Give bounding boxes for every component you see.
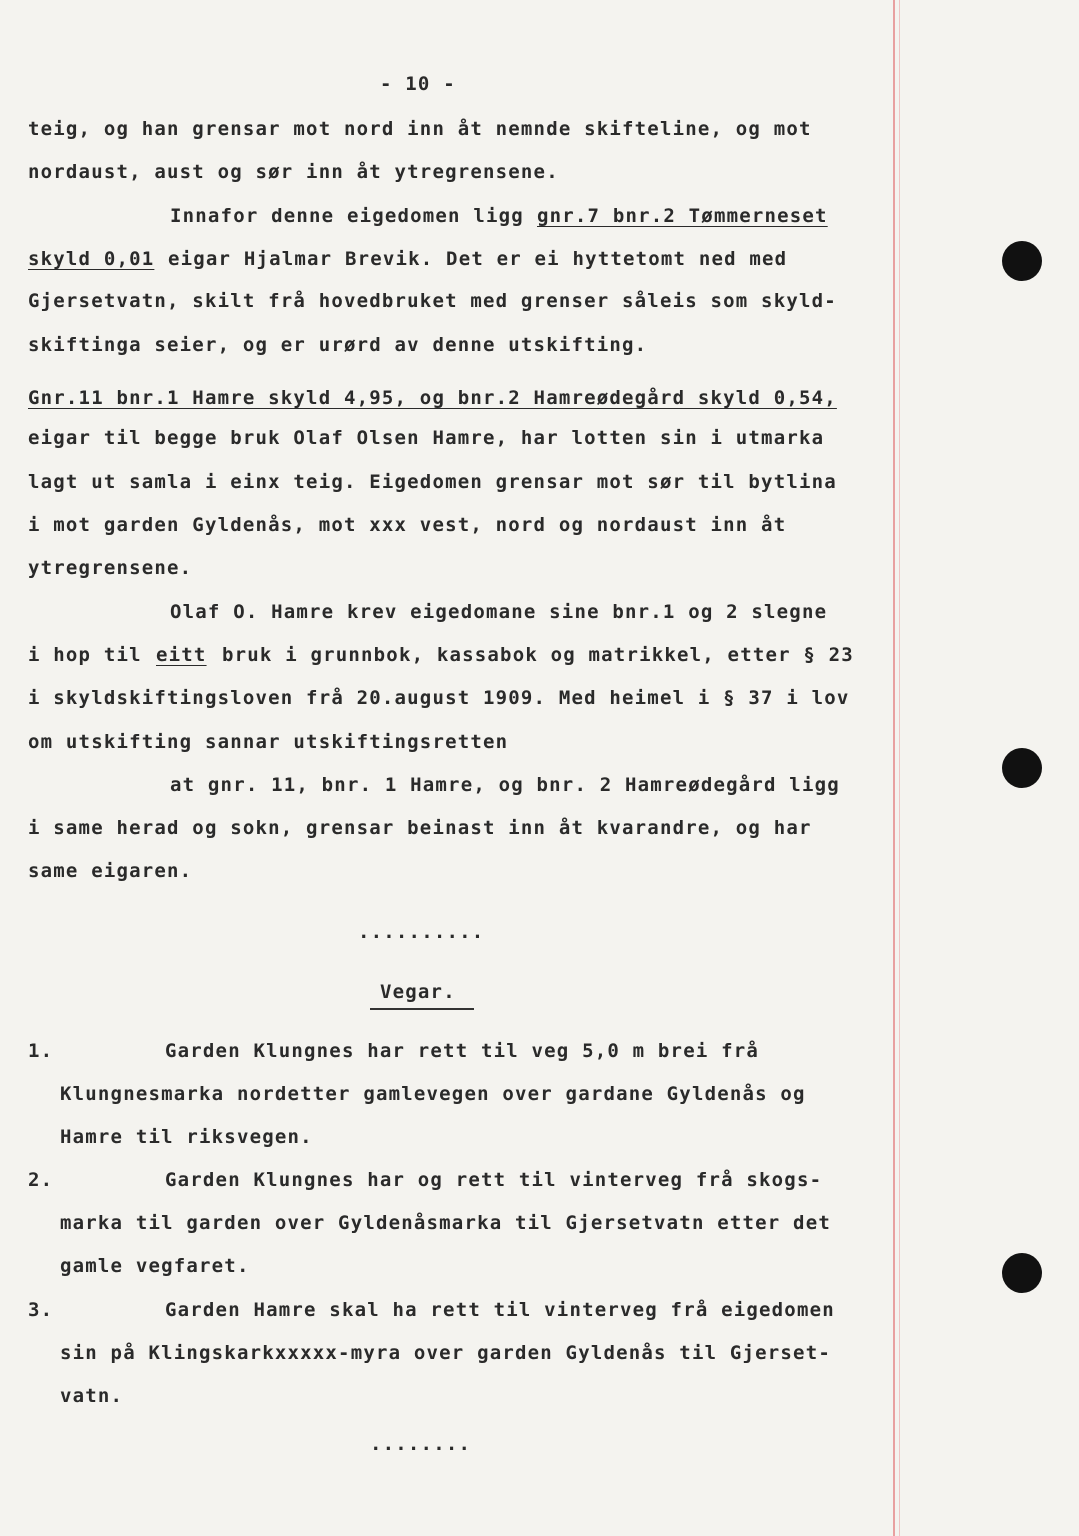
item-line: Garden Klungnes har og rett til vinterveg frå skogs-: [165, 1169, 823, 1191]
text-line: i mot garden Gyldenås, mot xxx vest, nord og nordaust inn åt: [28, 514, 787, 536]
punch-hole-icon: [1002, 748, 1042, 788]
punch-hole-icon: [1002, 241, 1042, 281]
property-heading: Gnr.11 bnr.1 Hamre skyld 4,95, og bnr.2 Hamreødegård skyld 0,54,: [28, 387, 837, 409]
margin-rule: [893, 0, 895, 1536]
item-number: 2.: [28, 1169, 54, 1191]
item-line: sin på Klingskarkxxxxx-myra over garden Gyldenås til Gjerset-: [60, 1342, 831, 1364]
text-line: i hop til: [28, 644, 142, 666]
page-number: - 10 -: [380, 73, 456, 95]
item-number: 3.: [28, 1299, 54, 1321]
item-line: Garden Klungnes har rett til veg 5,0 m brei frå: [165, 1040, 760, 1062]
text-line: om utskifting sannar utskiftingsretten: [28, 731, 509, 753]
punch-hole-icon: [1002, 1253, 1042, 1293]
text-line: same eigaren.: [28, 860, 193, 882]
text-line: bruk i grunnbok, kassabok og matrikkel, etter § 23: [222, 644, 854, 666]
text-line: Gjersetvatn, skilt frå hovedbruket med grenser såleis som skyld-: [28, 290, 837, 312]
section-title-underline: [370, 1008, 474, 1010]
text-line: skiftinga seier, og er urørd av denne utskifting.: [28, 334, 648, 356]
text-line: teig, og han grensar mot nord inn åt nemnde skifteline, og mot: [28, 118, 812, 140]
item-line: gamle vegfaret.: [60, 1255, 250, 1277]
item-line: Hamre til riksvegen.: [60, 1126, 313, 1148]
text-line: nordaust, aust og sør inn åt ytregrensene.: [28, 161, 559, 183]
text-line: eigar til begge bruk Olaf Olsen Hamre, har lotten sin i utmarka: [28, 427, 825, 449]
text-line: at gnr. 11, bnr. 1 Hamre, og bnr. 2 Hamreødegård ligg: [170, 774, 840, 796]
item-number: 1.: [28, 1040, 54, 1062]
margin-rule-secondary: [899, 0, 900, 1536]
separator-dots: ........: [370, 1433, 472, 1455]
text-line: lagt ut samla i einx teig. Eigedomen grensar mot sør til bytlina: [28, 471, 837, 493]
item-line: Garden Hamre skal ha rett til vinterveg frå eigedomen: [165, 1299, 835, 1321]
item-line: vatn.: [60, 1385, 124, 1407]
text-line: Olaf O. Hamre krev eigedomane sine bnr.1 og 2 slegne: [170, 601, 828, 623]
underlined-reference: gnr.7 bnr.2 Tømmerneset: [537, 205, 828, 227]
text-line: eigar Hjalmar Brevik. Det er ei hyttetomt ned med: [168, 248, 788, 270]
text-line: ytregrensene.: [28, 557, 193, 579]
item-line: marka til garden over Gyldenåsmarka til Gjersetvatn etter det: [60, 1212, 831, 1234]
text-line: Innafor denne eigedomen ligg: [170, 205, 524, 227]
text-line: i same herad og sokn, grensar beinast inn åt kvarandre, og har: [28, 817, 812, 839]
text-line: i skyldskiftingsloven frå 20.august 1909. Med heimel i § 37 i lov: [28, 687, 850, 709]
item-line: Klungnesmarka nordetter gamlevegen over gardane Gyldenås og: [60, 1083, 806, 1105]
separator-dots: ..........: [358, 921, 485, 943]
underlined-word: eitt: [156, 644, 207, 666]
underlined-reference: skyld 0,01: [28, 248, 155, 270]
section-title: Vegar.: [380, 981, 456, 1003]
